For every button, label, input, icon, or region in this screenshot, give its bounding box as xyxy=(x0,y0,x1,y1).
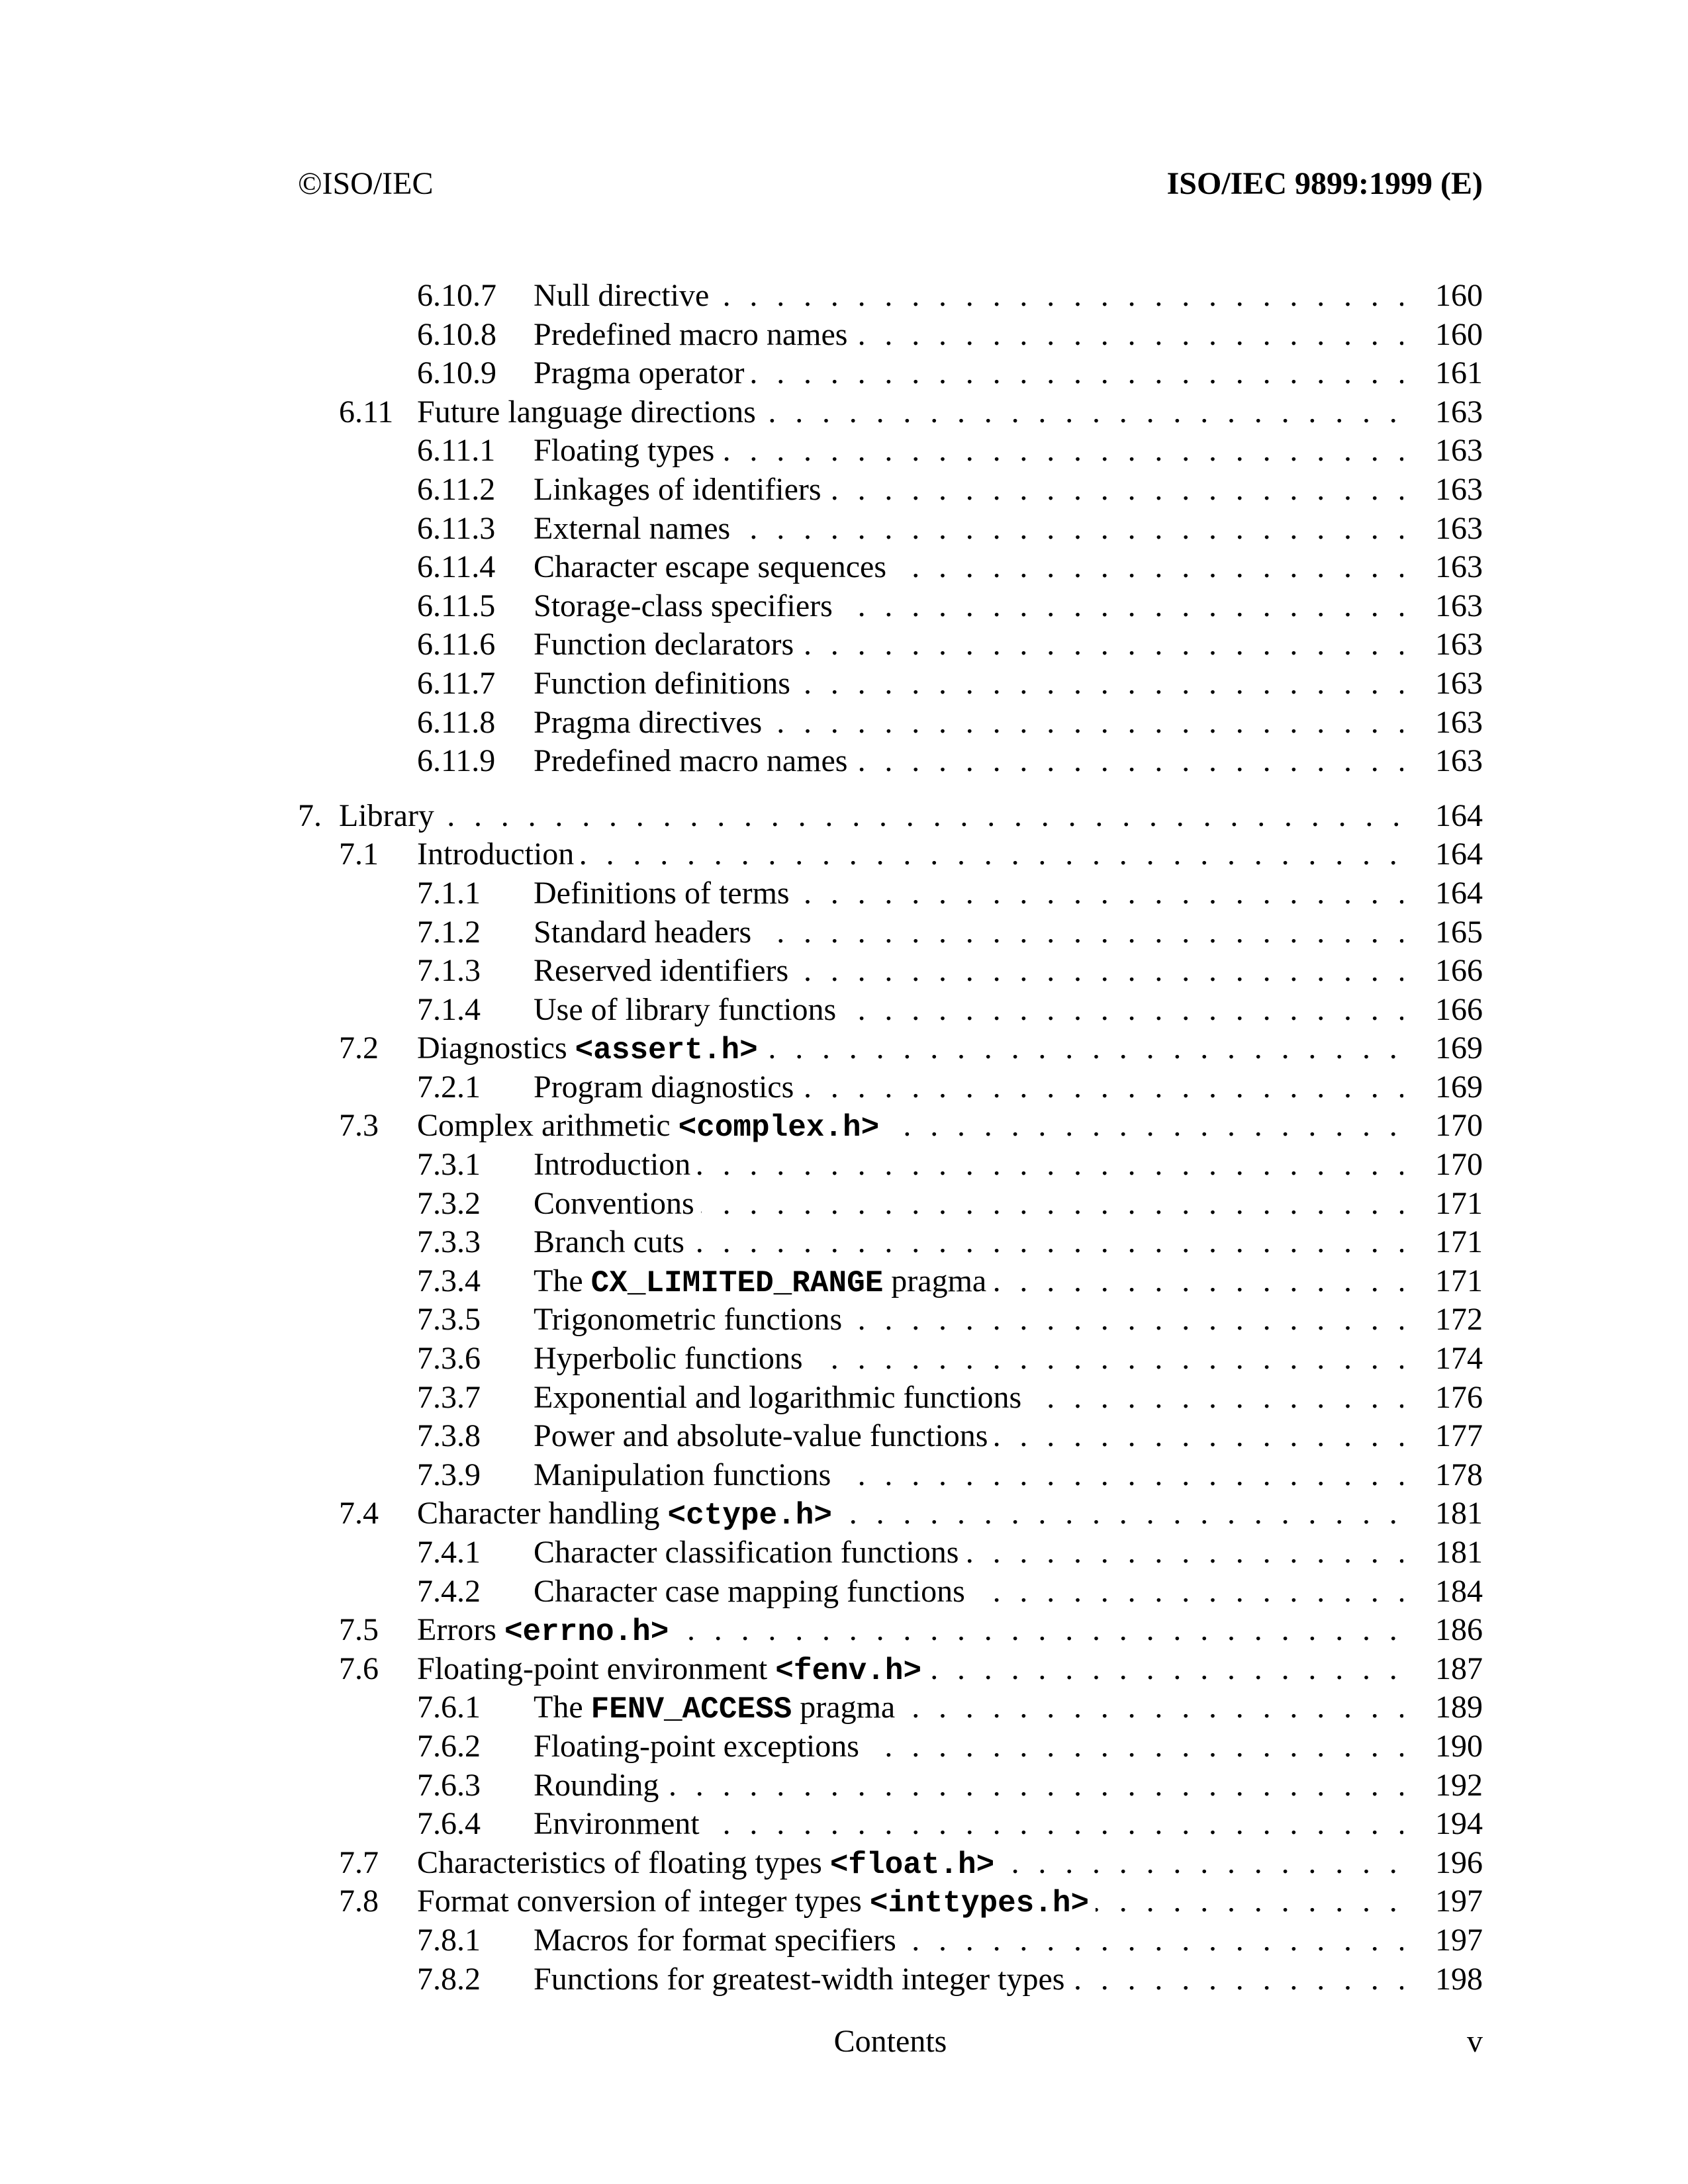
toc-entry-title-wrap xyxy=(534,432,1403,471)
toc-entry-page: 198 xyxy=(1435,1961,1483,1997)
toc-entry-title-group xyxy=(417,1884,1096,1919)
toc-entry-page: 164 xyxy=(1435,875,1483,911)
toc-entry[interactable] xyxy=(298,1572,1483,1612)
toc-entry-page: 181 xyxy=(1435,1496,1483,1531)
toc-entry[interactable] xyxy=(298,277,1483,316)
toc-entry-title: Functions for greatest-width integer types xyxy=(534,1961,1065,1997)
toc-entry-title-group xyxy=(534,992,843,1027)
toc-entry-title: Introduction xyxy=(417,837,575,872)
toc-entry-title: Pragma operator xyxy=(534,355,745,391)
toc-entry-number: 7.8.2 xyxy=(417,1961,481,1997)
toc-entry-number: 6.11 xyxy=(339,394,394,430)
toc-entry-title-group xyxy=(534,1962,1071,1997)
toc-entry-title-group xyxy=(534,1302,849,1337)
toc-entry-title-group xyxy=(534,1457,837,1492)
toc-entry-title: Format conversion of integer types xyxy=(417,1884,862,1919)
toc-entry-title: Branch cuts xyxy=(534,1224,684,1260)
toc-entry-title-group xyxy=(534,1147,697,1182)
toc-entry-number: 7.1.3 xyxy=(417,953,481,989)
toc-entry-code: CX_LIMITED_RANGE xyxy=(590,1265,884,1300)
toc-entry-title-group xyxy=(534,1690,902,1725)
toc-entry[interactable] xyxy=(298,1960,1483,1999)
toc-entry-title: Standard headers xyxy=(534,914,752,950)
toc-entry-title-group xyxy=(417,1108,886,1146)
toc-entry-title-wrap xyxy=(534,664,1403,704)
toc-entry-page: 174 xyxy=(1435,1341,1483,1377)
toc-entry[interactable] xyxy=(298,1844,1483,1883)
toc-entry[interactable] xyxy=(298,835,1483,874)
toc-entry[interactable] xyxy=(298,742,1483,781)
toc-entry-page: 166 xyxy=(1435,991,1483,1027)
toc-entry[interactable] xyxy=(298,316,1483,355)
toc-entry-title-group xyxy=(534,1729,866,1764)
toc-entry-code: FENV_ACCESS xyxy=(590,1692,792,1727)
toc-entry[interactable] xyxy=(298,991,1483,1030)
toc-entry-page: 169 xyxy=(1435,1069,1483,1105)
toc-entry-number: 7.4 xyxy=(339,1496,379,1531)
toc-entry-title-group xyxy=(534,472,828,507)
toc-entry-number: 7.3.1 xyxy=(417,1147,481,1183)
toc-entry[interactable] xyxy=(298,548,1483,587)
toc-entry-number: 7.2 xyxy=(339,1030,379,1066)
toc-entry-title: The xyxy=(534,1690,583,1725)
toc-entry[interactable] xyxy=(298,1727,1483,1766)
toc-entry-title-group xyxy=(534,627,800,662)
toc-entry-title-wrap xyxy=(534,625,1403,664)
toc-entry-number: 6.11.8 xyxy=(417,704,496,740)
toc-entry-title-group xyxy=(417,394,763,430)
toc-entry-title-wrap xyxy=(534,1572,1403,1612)
toc-entry-page: 163 xyxy=(1435,627,1483,662)
toc-entry-title-wrap xyxy=(534,1766,1403,1805)
toc-entry[interactable] xyxy=(298,1494,1483,1533)
toc-entry-title-wrap xyxy=(534,1146,1403,1185)
toc-entry-number: 7.2.1 xyxy=(417,1069,481,1105)
toc-entry[interactable] xyxy=(298,1766,1483,1805)
toc-entry-title-wrap xyxy=(534,1688,1403,1729)
toc-entry-title-wrap xyxy=(534,991,1403,1030)
toc-entry[interactable] xyxy=(298,664,1483,704)
toc-entry-title: Floating types xyxy=(534,433,715,469)
toc-entry-number: 7. xyxy=(298,797,322,833)
footer-page-number: v xyxy=(1467,2024,1483,2059)
toc-entry-title: Power and absolute-value functions xyxy=(534,1418,988,1454)
toc-entry-title-group xyxy=(534,511,737,546)
toc-entry[interactable] xyxy=(298,1300,1483,1340)
toc-entry-title: Reserved identifiers xyxy=(534,953,789,989)
toc-entry-page: 176 xyxy=(1435,1379,1483,1415)
toc-entry-title-wrap xyxy=(534,1727,1403,1766)
toc-entry-title: Character escape sequences xyxy=(534,549,887,585)
toc-entry-title-group xyxy=(534,705,769,740)
toc-entry-title: Exponential and logarithmic functions xyxy=(534,1379,1022,1415)
toc-entry[interactable] xyxy=(298,1223,1483,1262)
toc-entry-number: 7.1.1 xyxy=(417,875,481,911)
toc-entry-title-wrap xyxy=(534,316,1403,355)
toc-entry-number: 6.11.1 xyxy=(417,433,496,469)
toc-entry-number: 6.11.5 xyxy=(417,588,496,623)
toc-entry-title-group xyxy=(534,1069,800,1105)
dot-leader xyxy=(339,797,1403,836)
toc-entry[interactable] xyxy=(298,1185,1483,1224)
toc-entry-title-wrap xyxy=(417,1029,1403,1070)
toc-entry-title: Function declarators xyxy=(534,627,794,662)
toc-entry-title-group xyxy=(417,1030,765,1066)
toc-entry-title: Null directive xyxy=(534,278,710,313)
toc-entry-title: Predefined macro names xyxy=(534,743,848,779)
toc-entry-title-group xyxy=(534,743,854,778)
toc-entry[interactable] xyxy=(298,1882,1483,1921)
footer-section-name: Contents xyxy=(833,2024,947,2059)
toc-entry-title: Use of library functions xyxy=(534,991,837,1027)
toc-entry-title-group xyxy=(534,666,797,701)
toc-entry-title: Character case mapping functions xyxy=(534,1573,965,1609)
toc-entry-number: 7.3.6 xyxy=(417,1341,481,1377)
toc-entry[interactable] xyxy=(298,1921,1483,1960)
toc-entry-title: Complex arithmetic xyxy=(417,1108,671,1144)
toc-entry-number: 7.6.3 xyxy=(417,1767,481,1803)
toc-entry-title: Characteristics of floating types xyxy=(417,1844,822,1880)
toc-entry-page: 164 xyxy=(1435,837,1483,872)
toc-entry[interactable] xyxy=(298,354,1483,393)
toc-entry-title-group xyxy=(534,1380,1028,1415)
toc-entry[interactable] xyxy=(298,1417,1483,1456)
toc-entry-number: 6.10.9 xyxy=(417,355,496,391)
toc-entry-page: 163 xyxy=(1435,471,1483,507)
toc-entry-number: 7.4.2 xyxy=(417,1573,481,1609)
toc-entry-title: Trigonometric functions xyxy=(534,1302,843,1338)
toc-entry[interactable] xyxy=(298,1146,1483,1185)
toc-entry-code: <assert.h> xyxy=(575,1033,758,1068)
toc-entry-title: Floating-point exceptions xyxy=(534,1728,859,1764)
toc-entry-number: 7.3.4 xyxy=(417,1263,481,1298)
toc-entry-title-group xyxy=(417,837,581,872)
toc-entry[interactable] xyxy=(298,797,1483,836)
toc-entry-title-group xyxy=(534,1418,994,1453)
toc-entry-title-wrap xyxy=(534,471,1403,510)
toc-entry-page: 161 xyxy=(1435,355,1483,391)
toc-entry-number: 6.11.9 xyxy=(417,743,496,779)
page-footer xyxy=(298,2022,1483,2062)
toc-entry-title-wrap xyxy=(534,1960,1403,1999)
toc-entry-page: 197 xyxy=(1435,1922,1483,1958)
header-copyright: ©ISO/IEC xyxy=(298,166,434,201)
toc-entry-title-wrap xyxy=(417,1107,1403,1148)
toc-entry-title-wrap xyxy=(534,1262,1403,1303)
toc-entry-number: 7.8.1 xyxy=(417,1922,481,1958)
toc-entry-page: 164 xyxy=(1435,797,1483,833)
toc-entry[interactable] xyxy=(298,1650,1483,1689)
toc-entry-title-wrap xyxy=(534,1340,1403,1379)
toc-entry-title-group xyxy=(534,915,758,950)
toc-entry[interactable] xyxy=(298,1456,1483,1495)
toc-entry-page: 194 xyxy=(1435,1806,1483,1842)
toc-entry[interactable] xyxy=(298,471,1483,510)
toc-entry[interactable] xyxy=(298,625,1483,664)
page-header xyxy=(298,164,1483,204)
toc-entry-page: 160 xyxy=(1435,278,1483,313)
toc-entry-page: 163 xyxy=(1435,394,1483,430)
toc-entry-title: Manipulation functions xyxy=(534,1457,831,1492)
toc-entry[interactable] xyxy=(298,1029,1483,1068)
toc-entry-title-group xyxy=(534,1341,810,1376)
toc-entry-title: Errors xyxy=(417,1612,496,1648)
toc-entry-title: Introduction xyxy=(534,1147,691,1183)
toc-entry-title-wrap xyxy=(534,1921,1403,1960)
toc-entry-title-group xyxy=(534,1535,965,1570)
toc-entry-title-group xyxy=(534,433,721,468)
toc-entry-title-wrap xyxy=(534,704,1403,743)
toc-entry-title-wrap xyxy=(417,1844,1403,1885)
toc-entry-title: Character handling xyxy=(417,1496,660,1531)
toc-entry-page: 181 xyxy=(1435,1535,1483,1570)
toc-entry-number: 7.6 xyxy=(339,1651,379,1686)
toc-entry-title: Predefined macro names xyxy=(534,316,848,352)
toc-entry-title-wrap xyxy=(534,874,1403,913)
toc-entry-title-wrap xyxy=(534,1300,1403,1340)
toc-entry-title-group xyxy=(417,1651,928,1686)
toc-entry[interactable] xyxy=(298,704,1483,743)
toc-entry-page: 170 xyxy=(1435,1147,1483,1183)
toc-entry-title: Rounding xyxy=(534,1767,659,1803)
toc-entry-title-group xyxy=(534,1923,903,1958)
toc-entry[interactable] xyxy=(298,393,1483,432)
toc-entry-page: 171 xyxy=(1435,1185,1483,1221)
toc-entry-title: Character classification functions xyxy=(534,1535,959,1570)
toc-entry-number: 6.10.8 xyxy=(417,316,496,352)
toc-entry-title: Library xyxy=(339,797,434,833)
toc-entry-number: 7.3.3 xyxy=(417,1224,481,1260)
toc-entry-page: 165 xyxy=(1435,914,1483,950)
toc-entry-page: 189 xyxy=(1435,1690,1483,1725)
toc-entry-page: 160 xyxy=(1435,316,1483,352)
toc-entry[interactable] xyxy=(298,874,1483,913)
toc-entry-title-group xyxy=(534,1806,706,1841)
toc-entry-title-wrap xyxy=(417,393,1403,432)
table-of-contents xyxy=(298,277,1483,1999)
toc-entry-page: 163 xyxy=(1435,743,1483,779)
toc-entry-page: 170 xyxy=(1435,1108,1483,1144)
toc-entry-number: 7.6.2 xyxy=(417,1728,481,1764)
toc-entry-page: 184 xyxy=(1435,1573,1483,1609)
toc-entry-title-group xyxy=(534,317,854,352)
toc-entry[interactable] xyxy=(298,1533,1483,1572)
toc-entry-title-wrap xyxy=(534,913,1403,952)
toc-entry-title: Diagnostics xyxy=(417,1030,567,1066)
toc-entry-number: 6.11.6 xyxy=(417,627,496,662)
toc-entry-title-wrap xyxy=(534,1417,1403,1456)
toc-entry-code: <complex.h> xyxy=(678,1111,880,1146)
toc-entry-number: 7.1.4 xyxy=(417,991,481,1027)
toc-entry[interactable] xyxy=(298,432,1483,471)
toc-entry[interactable] xyxy=(298,510,1483,549)
toc-entry[interactable] xyxy=(298,1068,1483,1107)
toc-entry-number: 7.1 xyxy=(339,837,379,872)
toc-entry-number: 6.10.7 xyxy=(417,278,496,313)
toc-entry[interactable] xyxy=(298,1611,1483,1650)
toc-entry-page: 169 xyxy=(1435,1030,1483,1066)
toc-entry-title-group xyxy=(534,1186,701,1221)
toc-entry-code: <float.h> xyxy=(829,1847,995,1882)
toc-entry-title-wrap xyxy=(534,277,1403,316)
toc-entry-title: Future language directions xyxy=(417,394,756,430)
toc-entry-title: Macros for format specifiers xyxy=(534,1922,896,1958)
toc-entry-title: Definitions of terms xyxy=(534,875,790,911)
toc-entry-code: <inttypes.h> xyxy=(869,1886,1090,1921)
toc-entry-title: Linkages of identifiers xyxy=(534,471,821,507)
toc-entry-page: 177 xyxy=(1435,1418,1483,1454)
toc-entry-title: Conventions xyxy=(534,1185,694,1221)
toc-entry-title-group xyxy=(534,278,716,313)
toc-entry-number: 7.3.7 xyxy=(417,1379,481,1415)
toc-entry-title-group xyxy=(534,1768,665,1803)
toc-entry-number: 6.11.7 xyxy=(417,665,496,701)
toc-entry-title-wrap xyxy=(417,1882,1403,1923)
toc-entry-title-group xyxy=(534,355,751,390)
toc-entry-title-wrap xyxy=(534,1533,1403,1572)
toc-entry-number: 7.3.2 xyxy=(417,1185,481,1221)
toc-entry-title: Pragma directives xyxy=(534,704,763,740)
toc-entry-title-wrap xyxy=(417,835,1403,874)
toc-entry-title-wrap xyxy=(534,587,1403,626)
toc-entry-title: Storage-class specifiers xyxy=(534,588,833,623)
toc-entry-page: 186 xyxy=(1435,1612,1483,1648)
toc-entry-page: 163 xyxy=(1435,588,1483,623)
toc-entry-title: Environment xyxy=(534,1806,700,1842)
toc-entry-title-wrap xyxy=(417,1611,1403,1652)
toc-entry-title-suffix: pragma xyxy=(800,1690,896,1725)
toc-entry-title-wrap xyxy=(534,1068,1403,1107)
toc-entry[interactable] xyxy=(298,1340,1483,1379)
toc-entry-number: 7.3.8 xyxy=(417,1418,481,1454)
toc-entry-title-wrap xyxy=(534,1805,1403,1844)
toc-entry-page: 163 xyxy=(1435,665,1483,701)
toc-entry-title-group xyxy=(534,953,795,988)
toc-entry[interactable] xyxy=(298,913,1483,952)
toc-entry-title-group xyxy=(534,1263,993,1298)
toc-entry[interactable] xyxy=(298,1688,1483,1727)
toc-entry-number: 7.8 xyxy=(339,1884,379,1919)
toc-entry-page: 178 xyxy=(1435,1457,1483,1492)
toc-entry-title-wrap xyxy=(534,354,1403,393)
toc-entry-title-group xyxy=(534,549,893,584)
toc-entry-title: Floating-point environment xyxy=(417,1651,768,1686)
toc-entry-title-group xyxy=(339,798,441,833)
toc-entry-title: The xyxy=(534,1263,583,1298)
header-standard-id: ISO/IEC 9899:1999 (E) xyxy=(1166,166,1483,201)
toc-entry-title-wrap xyxy=(534,742,1403,781)
toc-entry-page: 163 xyxy=(1435,510,1483,546)
toc-entry-number: 7.3.5 xyxy=(417,1302,481,1338)
toc-entry-page: 166 xyxy=(1435,953,1483,989)
toc-entry-title: Hyperbolic functions xyxy=(534,1341,803,1377)
toc-entry-number: 6.11.2 xyxy=(417,471,496,507)
toc-entry-title-wrap xyxy=(339,797,1403,836)
toc-entry-title-group xyxy=(534,1224,691,1259)
toc-entry-page: 197 xyxy=(1435,1884,1483,1919)
toc-entry[interactable] xyxy=(298,587,1483,626)
toc-entry-title-suffix: pragma xyxy=(891,1263,987,1298)
toc-entry-title-group xyxy=(534,876,796,911)
toc-entry[interactable] xyxy=(298,1379,1483,1418)
toc-entry-number: 7.6.1 xyxy=(417,1690,481,1725)
toc-entry-title-wrap xyxy=(534,1185,1403,1224)
toc-entry[interactable] xyxy=(298,952,1483,991)
toc-entry-code: <fenv.h> xyxy=(775,1653,922,1688)
toc-entry-number: 7.6.4 xyxy=(417,1806,481,1842)
toc-entry-page: 172 xyxy=(1435,1302,1483,1338)
toc-entry[interactable] xyxy=(298,1107,1483,1146)
toc-entry-title-wrap xyxy=(534,548,1403,587)
toc-entry-code: <errno.h> xyxy=(504,1615,669,1650)
toc-entry-title-wrap xyxy=(417,1494,1403,1535)
toc-entry[interactable] xyxy=(298,1262,1483,1301)
toc-entry-title-group xyxy=(534,588,839,623)
toc-entry-page: 163 xyxy=(1435,704,1483,740)
toc-entry-title-wrap xyxy=(417,1650,1403,1691)
toc-entry-page: 196 xyxy=(1435,1844,1483,1880)
toc-entry-page: 163 xyxy=(1435,549,1483,585)
toc-entry-page: 163 xyxy=(1435,433,1483,469)
toc-entry-number: 7.3 xyxy=(339,1108,379,1144)
toc-entry-title-group xyxy=(417,1612,675,1650)
toc-entry[interactable] xyxy=(298,1805,1483,1844)
toc-entry-title-wrap xyxy=(534,1456,1403,1495)
toc-entry-number: 7.1.2 xyxy=(417,914,481,950)
toc-entry-number: 7.4.1 xyxy=(417,1535,481,1570)
toc-entry-title-wrap xyxy=(534,952,1403,991)
toc-entry-code: <ctype.h> xyxy=(667,1498,832,1533)
toc-entry-title-wrap xyxy=(534,1379,1403,1418)
toc-entry-title: External names xyxy=(534,510,731,546)
toc-entry-title-group xyxy=(417,1496,839,1531)
toc-entry-title-wrap xyxy=(534,510,1403,549)
toc-entry-page: 171 xyxy=(1435,1263,1483,1298)
toc-entry-number: 7.5 xyxy=(339,1612,379,1648)
toc-entry-page: 192 xyxy=(1435,1767,1483,1803)
toc-entry-page: 190 xyxy=(1435,1728,1483,1764)
toc-entry-number: 6.11.3 xyxy=(417,510,496,546)
toc-entry-title: Program diagnostics xyxy=(534,1069,794,1105)
toc-entry-title-group xyxy=(417,1845,1001,1880)
toc-entry-page: 171 xyxy=(1435,1224,1483,1260)
toc-entry-title-wrap xyxy=(534,1223,1403,1262)
toc-entry-title: Function definitions xyxy=(534,665,790,701)
toc-entry-number: 6.11.4 xyxy=(417,549,496,585)
toc-entry-title-group xyxy=(534,1574,972,1609)
toc-entry-number: 7.3.9 xyxy=(417,1457,481,1492)
toc-entry-page: 187 xyxy=(1435,1651,1483,1686)
toc-entry-number: 7.7 xyxy=(339,1844,379,1880)
